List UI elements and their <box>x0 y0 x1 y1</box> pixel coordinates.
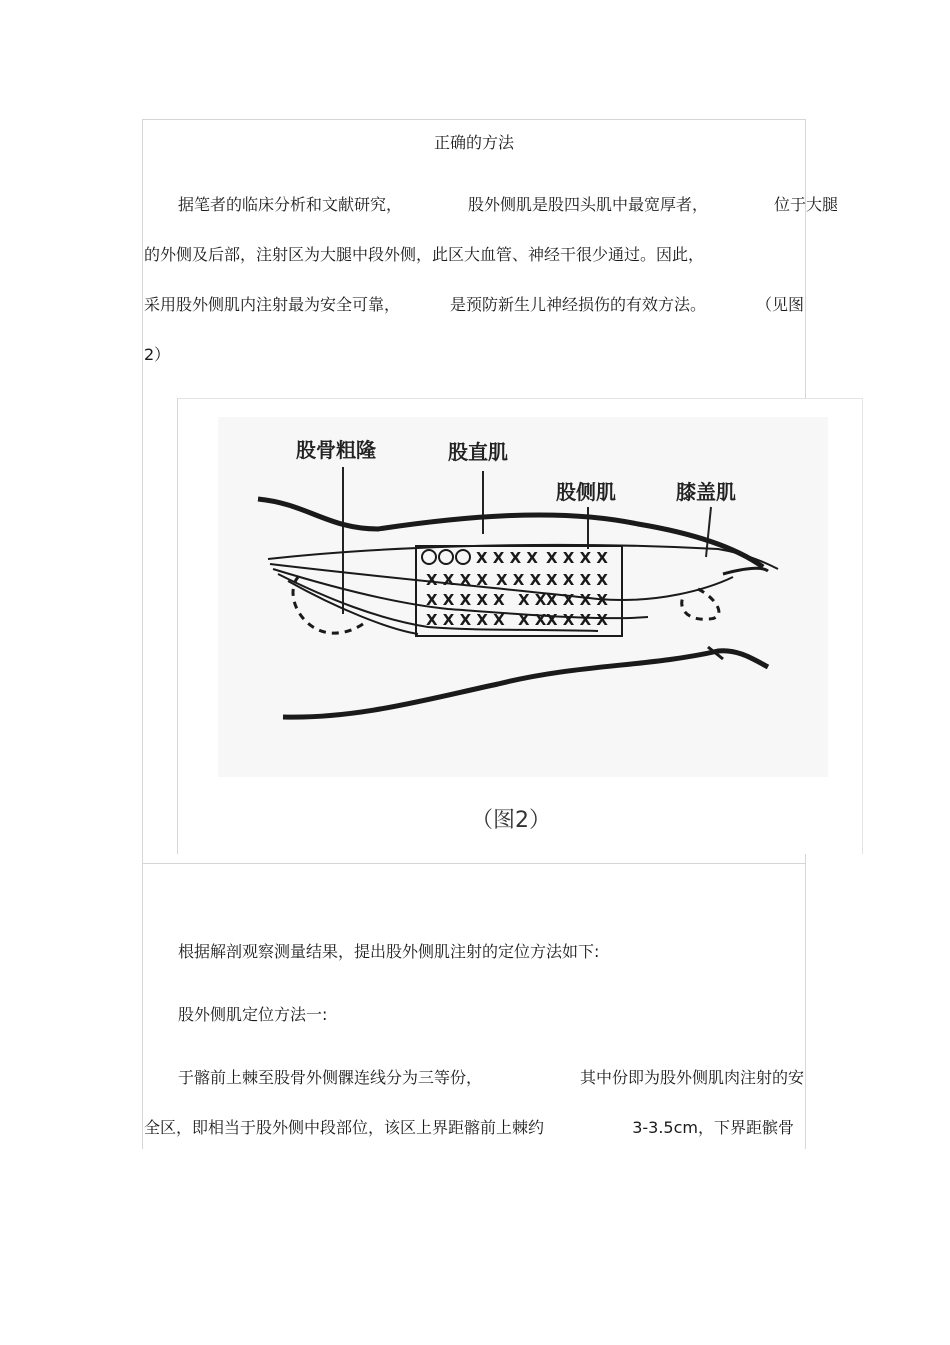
svg-text:X X X X: X X X X <box>546 571 608 589</box>
label-vastus-lateralis: 股侧肌 <box>556 480 616 504</box>
svg-text:X X X: X X X <box>496 571 542 589</box>
svg-text:X X X X: X X X X <box>546 611 608 629</box>
body-paragraph-2: 股外侧肌定位方法一: <box>178 1005 328 1024</box>
intro-line-3: 采用股外侧肌内注射最为安全可靠， 是预防新生儿神经损伤的有效方法。 （见图 <box>144 295 804 314</box>
svg-text:X X X X X: X X X X X <box>426 591 505 609</box>
section-title: 正确的方法 <box>433 133 514 152</box>
svg-text:X X X X: X X X X <box>546 549 608 567</box>
svg-text:X X X X: X X X X <box>476 549 538 567</box>
svg-text:X X: X X <box>518 591 547 609</box>
svg-text:X X X X: X X X X <box>426 571 488 589</box>
intro-line-2: 的外侧及后部，注射区为大腿中段外侧，此区大血管、神经干很少通过。因此， <box>144 245 705 264</box>
body-paragraph-1: 根据解剖观察测量结果，提出股外侧肌注射的定位方法如下: <box>178 942 600 961</box>
thigh-muscle-diagram <box>178 399 864 855</box>
label-trochanter: 股骨粗隆 <box>296 438 376 462</box>
label-rectus-femoris: 股直肌 <box>448 440 508 464</box>
figure-caption: （图2） <box>471 808 551 833</box>
svg-text:X X: X X <box>518 611 547 629</box>
anatomy-figure <box>177 398 863 854</box>
body-paragraph-3-line-1: 于髂前上棘至股骨外侧髁连线分为三等份， 其中份即为股外侧肌肉注射的安 <box>178 1068 804 1087</box>
svg-text:X X X X X: X X X X X <box>426 611 505 629</box>
intro-line-1: 据笔者的临床分析和文献研究， 股外侧肌是股四头肌中最宽厚者， 位于大腿 <box>178 195 838 214</box>
label-knee-muscle: 膝盖肌 <box>676 480 736 504</box>
svg-text:X X X X: X X X X <box>546 591 608 609</box>
intro-line-4: 2） <box>144 345 171 364</box>
frame-border-left <box>142 864 143 1149</box>
body-paragraph-3-line-2: 全区，即相当于股外侧中段部位，该区上界距髂前上棘约 3-3.5cm，下界距髌骨 <box>144 1118 794 1137</box>
